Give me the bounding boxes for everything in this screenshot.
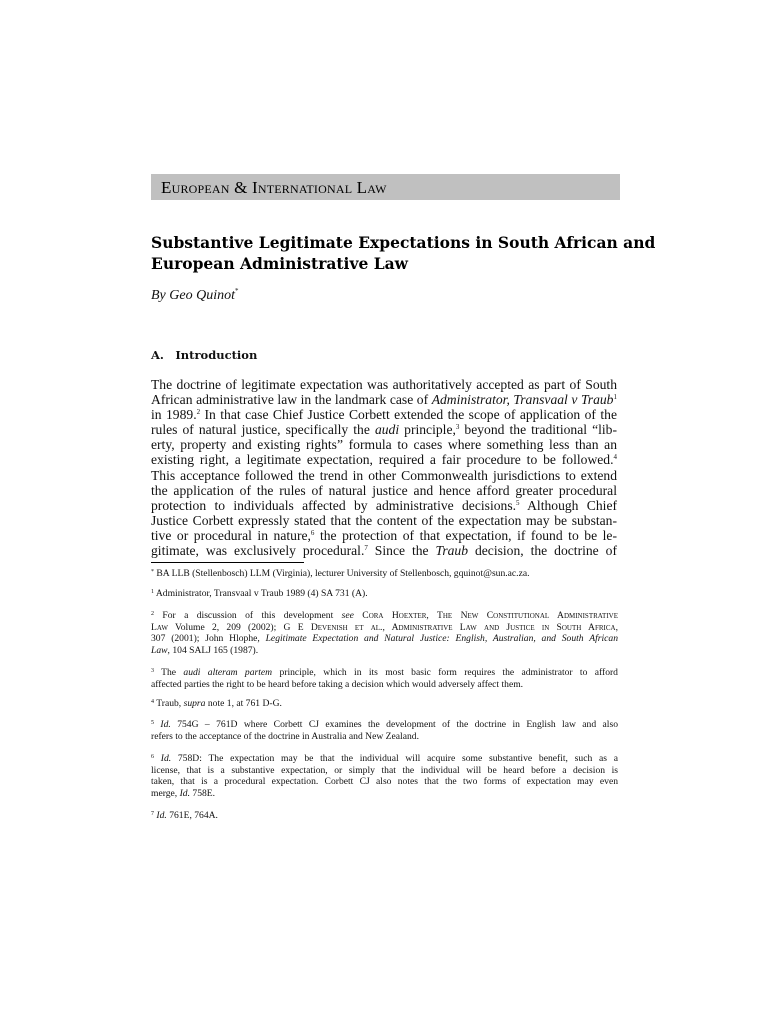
italic-text: Id.: [160, 753, 172, 764]
paragraph-line: This acceptance followed the trend in other Commonwealth jurisdictions to extend: [151, 467, 617, 483]
footnote: [151, 588, 618, 600]
footnote-line: $^3$ The audi alteram partem principle, which in its most basic form requires the administrator to afford: [151, 667, 618, 678]
article-title: [151, 232, 656, 274]
paragraph-line: African administrative law in the landmark case of Administrator, Transvaal v Traub$^1$: [151, 392, 617, 408]
italic-text: audi alteram partem: [183, 667, 273, 678]
section-title: European & International Law: [161, 178, 387, 197]
paragraph-line: protection to individuals affected by administrative decisions.$^5$ Although Chief: [151, 497, 618, 513]
footnote-separator: [151, 562, 304, 563]
footnote-line: $^7$ Id. 761E, 764A.: [151, 810, 218, 821]
italic-text: Id.: [156, 810, 167, 821]
paragraph-line: rules of natural justice, specifically the audi principle,$^3$ beyond the traditional “lib-: [151, 422, 617, 438]
paragraph-line: the application of the rules of natural justice and hence afford greater procedural: [151, 482, 617, 498]
footnote-line: $^5$ Id. 754G – 761D where Corbett CJ examines the development of the doctrine in English law and also: [151, 719, 618, 730]
footnote-line: $^2$ For a discussion of this development see Cora Hoexter, The New Constitutional Administrative: [151, 610, 618, 621]
footnote-reference: 4: [613, 453, 617, 462]
footnote-line: merge, Id. 758E.: [151, 787, 216, 799]
footnote-reference: 1: [613, 393, 617, 402]
author-byline: [151, 288, 238, 304]
footnote-line: $^1$ Administrator, Transvaal v Traub 1989 (4) SA 731 (A).: [151, 588, 368, 599]
footnote-reference: 4: [151, 699, 154, 705]
italic-text: supra: [183, 698, 206, 709]
italic-text: Legitimate Expectation and Natural Justice: English, Australian, and South African: [265, 633, 618, 644]
footnote-line: $^4$ Traub, supra note 1, at 761 D-G.: [151, 698, 282, 709]
footnote-line: affected parties the right to be heard before taking a decision which would adversely affect them.: [151, 678, 524, 690]
footnote-line: taken, that is a procedural expectation. Corbett CJ also notes that the two forms of expectation may even: [151, 776, 618, 787]
footnote-reference: 3: [455, 423, 460, 432]
small-caps-text: Cora Hoexter, The New Constitutional Administrative: [362, 610, 618, 621]
paragraph-line: gitimate, was exclusively procedural.$^7$ Since the Traub decision, the doctrine of: [151, 543, 617, 559]
footnote: [151, 810, 618, 822]
footnote-reference: 5: [516, 498, 520, 507]
footnote-line: * BA LLB (Stellenbosch) LLM (Virginia), lecturer University of Stellenbosch, gquinot@sun.ac.za.: [151, 568, 530, 579]
footnote-line: license, that is a substantive expectation, or simply that the individual will be heard before a decision is: [151, 764, 618, 776]
italic-text: Id.: [160, 719, 171, 730]
paragraph-line: tive or procedural in nature,$^6$ the protection of that expectation, if found to be le-: [151, 527, 617, 543]
footnote-line: $^6$ Id. 758D: The expectation may be that the individual will acquire some substantive benefit, such as a: [151, 753, 618, 764]
footnote-reference: 7: [151, 811, 154, 817]
footnote: [151, 610, 618, 656]
footnote-reference: 2: [151, 611, 154, 617]
footnote-reference: 6: [151, 754, 154, 760]
italic-text: Id.: [179, 787, 190, 799]
footnote-reference: *: [151, 569, 154, 575]
article-title-line-2: European Administrative Law: [151, 254, 408, 273]
footnote-reference: 5: [151, 720, 154, 726]
small-caps-text: Devenish et al., Administrative Law and Justice in South Africa: [310, 621, 616, 633]
author-name: By Geo Quinot: [151, 288, 235, 303]
introduction-paragraph: [151, 377, 617, 558]
italic-text: see: [341, 610, 354, 621]
footnote: [151, 753, 618, 799]
italic-text: Law: [151, 644, 168, 656]
paragraph-line: in 1989.$^2$ In that case Chief Justice Corbett extended the scope of application of the: [151, 407, 617, 423]
paragraph-line: The doctrine of legitimate expectation was authoritatively accepted as part of South: [151, 377, 617, 392]
footnote-line: Law Volume 2, 209 (2002); G E Devenish et al., Administrative Law and Justice in South Africa,: [151, 621, 618, 633]
section-heading: A. Introduction: [151, 348, 258, 362]
italic-text: audi: [374, 422, 400, 438]
footnote: [151, 698, 618, 710]
paragraph-line: existing right, a legitimate expectation, required a fair procedure to be followed.$^4$: [151, 452, 617, 468]
section-header-bar: [151, 174, 620, 200]
author-footnote-marker: *: [234, 287, 239, 295]
footnote-reference: 1: [151, 589, 154, 595]
footnote-line: 307 (2001); John Hlophe, Legitimate Expectation and Natural Justice: English, Australian, and South African: [151, 633, 618, 644]
italic-text: Administrator, Transvaal v Traub: [431, 392, 614, 408]
paragraph-line: erty, property and existing rights” formula to cases where something less than an: [151, 437, 617, 453]
footnote-reference: 7: [364, 544, 368, 553]
footnote-reference: 6: [310, 528, 315, 537]
italic-text: Traub: [435, 543, 469, 559]
footnote: [151, 719, 618, 742]
article-title-line-1: Substantive Legitimate Expectations in South African and: [151, 233, 656, 252]
small-caps-text: Law: [151, 621, 168, 633]
footnote: [151, 667, 618, 690]
footnote-reference: 3: [151, 668, 154, 674]
footnote-reference: 2: [196, 408, 201, 417]
footnote-line: refers to the acceptance of the doctrine in Australia and New Zealand.: [151, 730, 419, 742]
paragraph-line: Justice Corbett expressly stated that the content of the expectation may be substan-: [151, 512, 617, 528]
footnote-line: Law, 104 SALJ 165 (1987).: [151, 644, 259, 656]
footnote: [151, 568, 618, 580]
